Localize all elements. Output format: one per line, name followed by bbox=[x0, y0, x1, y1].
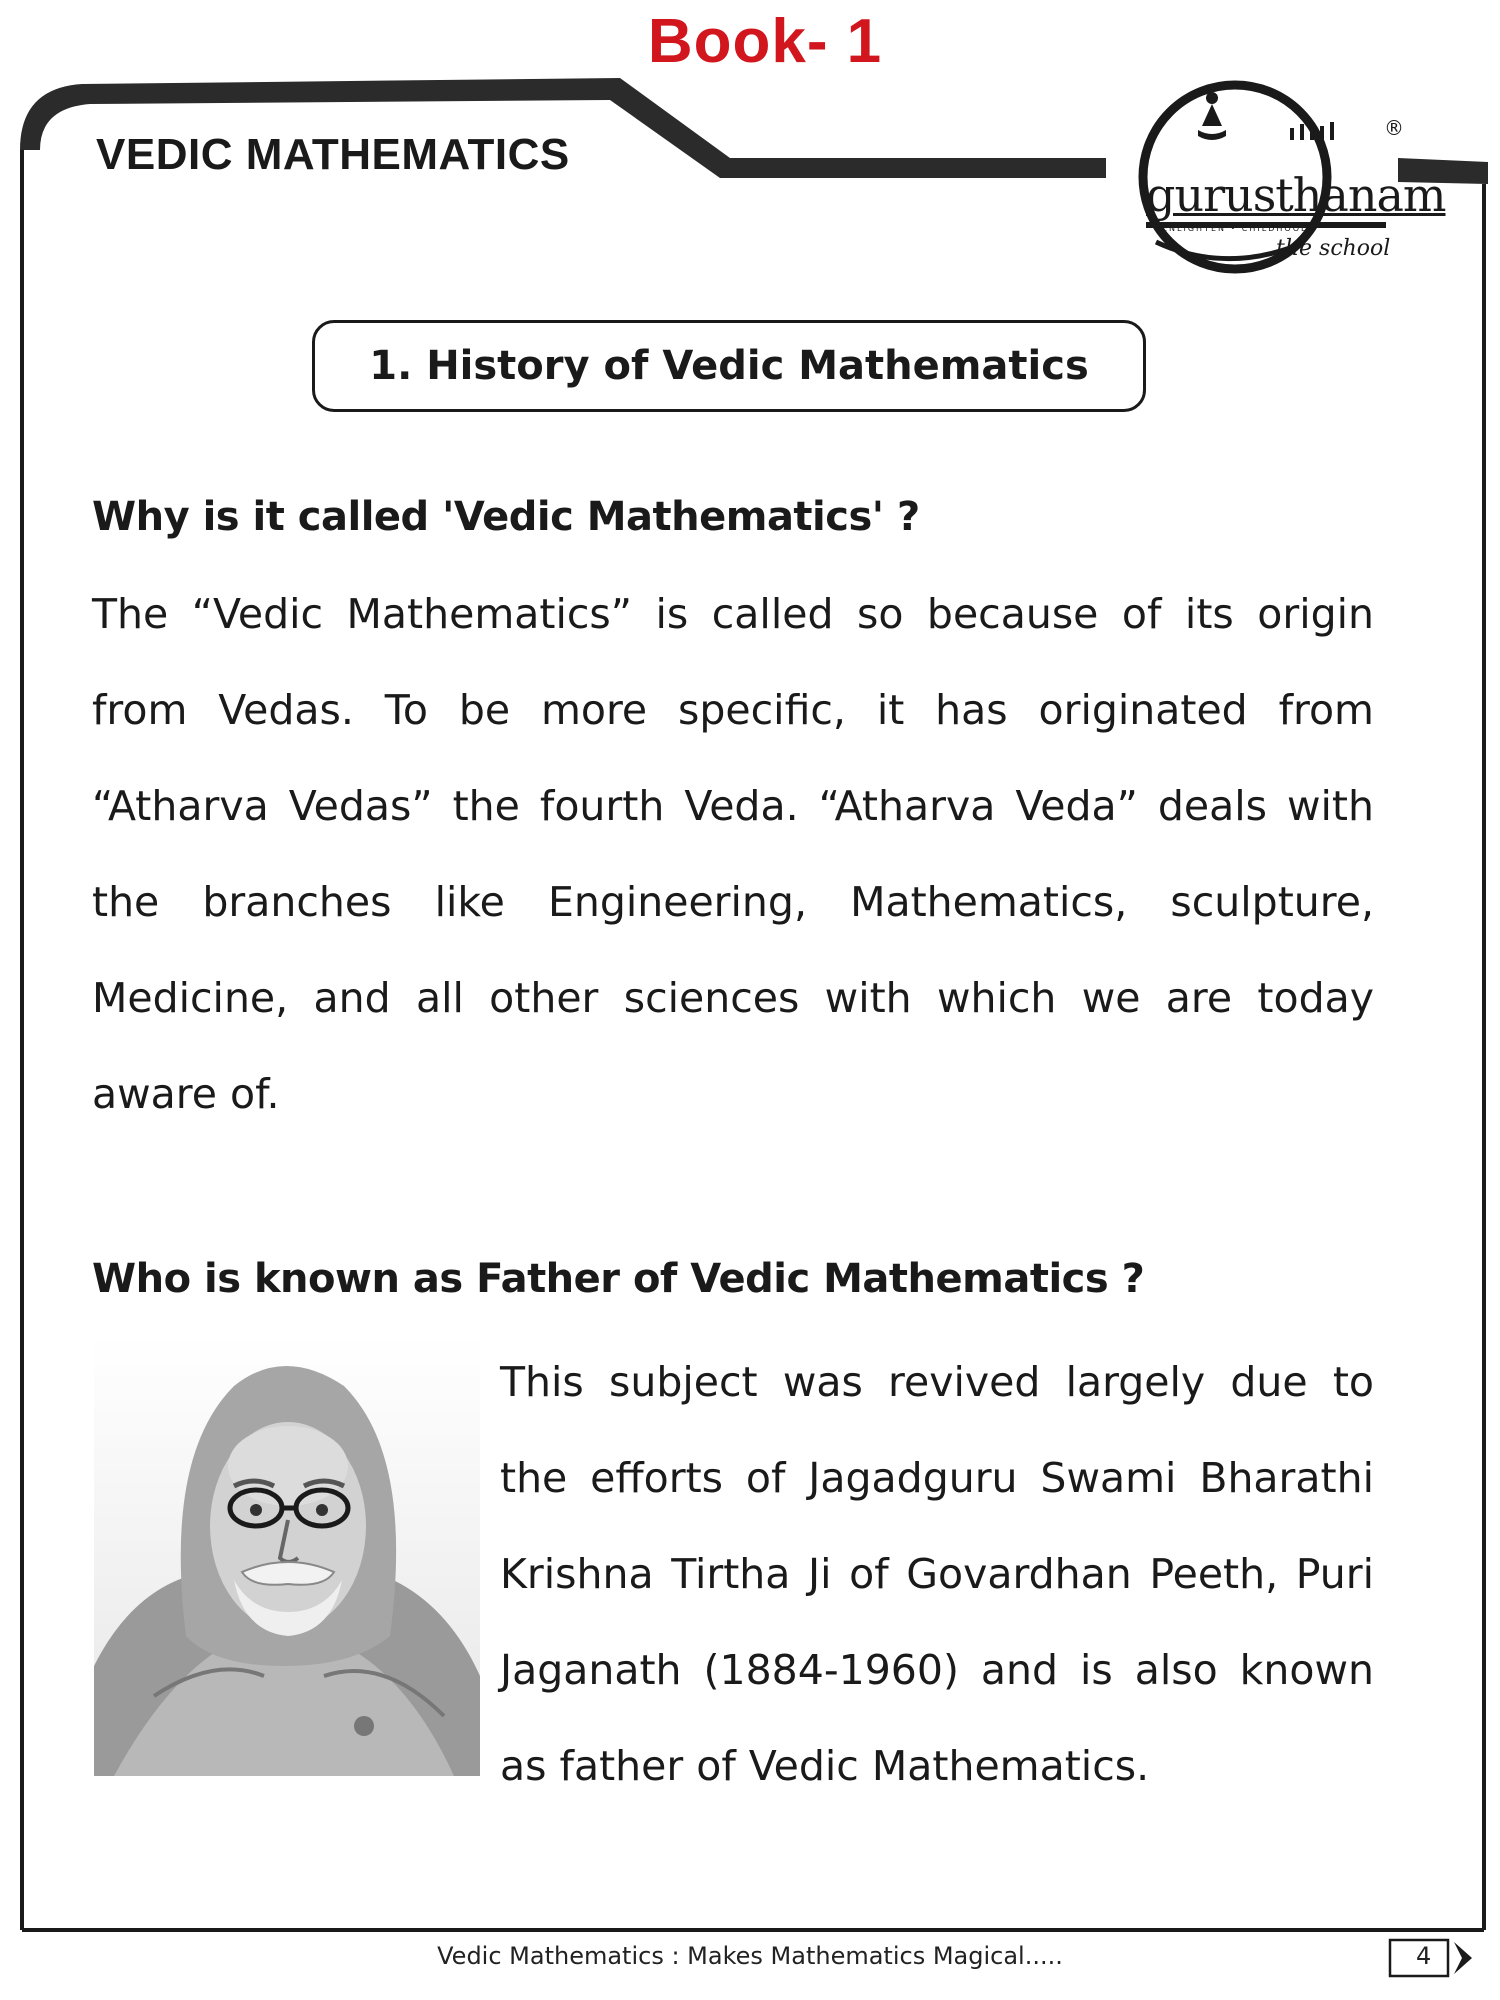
school-logo bbox=[1100, 72, 1446, 282]
chapter-title: 1. History of Vedic Mathematics bbox=[369, 343, 1089, 389]
section1-heading: Why is it called 'Vedic Mathematics' ? bbox=[92, 494, 920, 540]
book-label: Book- 1 bbox=[647, 7, 883, 76]
section1-body: The “Vedic Mathematics” is called so because of its origin from Vedas. To be more specific, it has originated from “Atharva Vedas” the fourth Veda. “Atharva Veda” deals with the branches like Engineering, Mathematics, sculpture, Medicine, and all other sciences with which we are today aware of. bbox=[92, 590, 1374, 1118]
footer-text: Vedic Mathematics : Makes Mathematics Magical..... bbox=[437, 1942, 1063, 1970]
page-number: 4 bbox=[1416, 1942, 1432, 1970]
header-title: VEDIC MATHEMATICS bbox=[96, 130, 570, 179]
logo-name: gurusthanam bbox=[1146, 168, 1446, 222]
registered-mark-icon: ® bbox=[1384, 116, 1404, 140]
section2-heading: Who is known as Father of Vedic Mathematics ? bbox=[92, 1256, 1145, 1302]
logo-tagline: ENLIGHTEN • CHILDHOOD bbox=[1162, 224, 1310, 233]
chapter-title-box bbox=[312, 320, 1146, 412]
page-number-tab bbox=[1388, 1938, 1484, 1978]
logo-subtitle: the school bbox=[1276, 236, 1391, 261]
portrait-image bbox=[94, 1336, 480, 1776]
section2-body: This subject was revived largely due to the efforts of Jagadguru Swami Bharathi Krishna Tirtha Ji of Govardhan Peeth, Puri Jaganath (1884-1960) and is also known as father of Vedic Mathematics. bbox=[500, 1358, 1374, 1790]
page-arrow-icon bbox=[1388, 1938, 1484, 1978]
